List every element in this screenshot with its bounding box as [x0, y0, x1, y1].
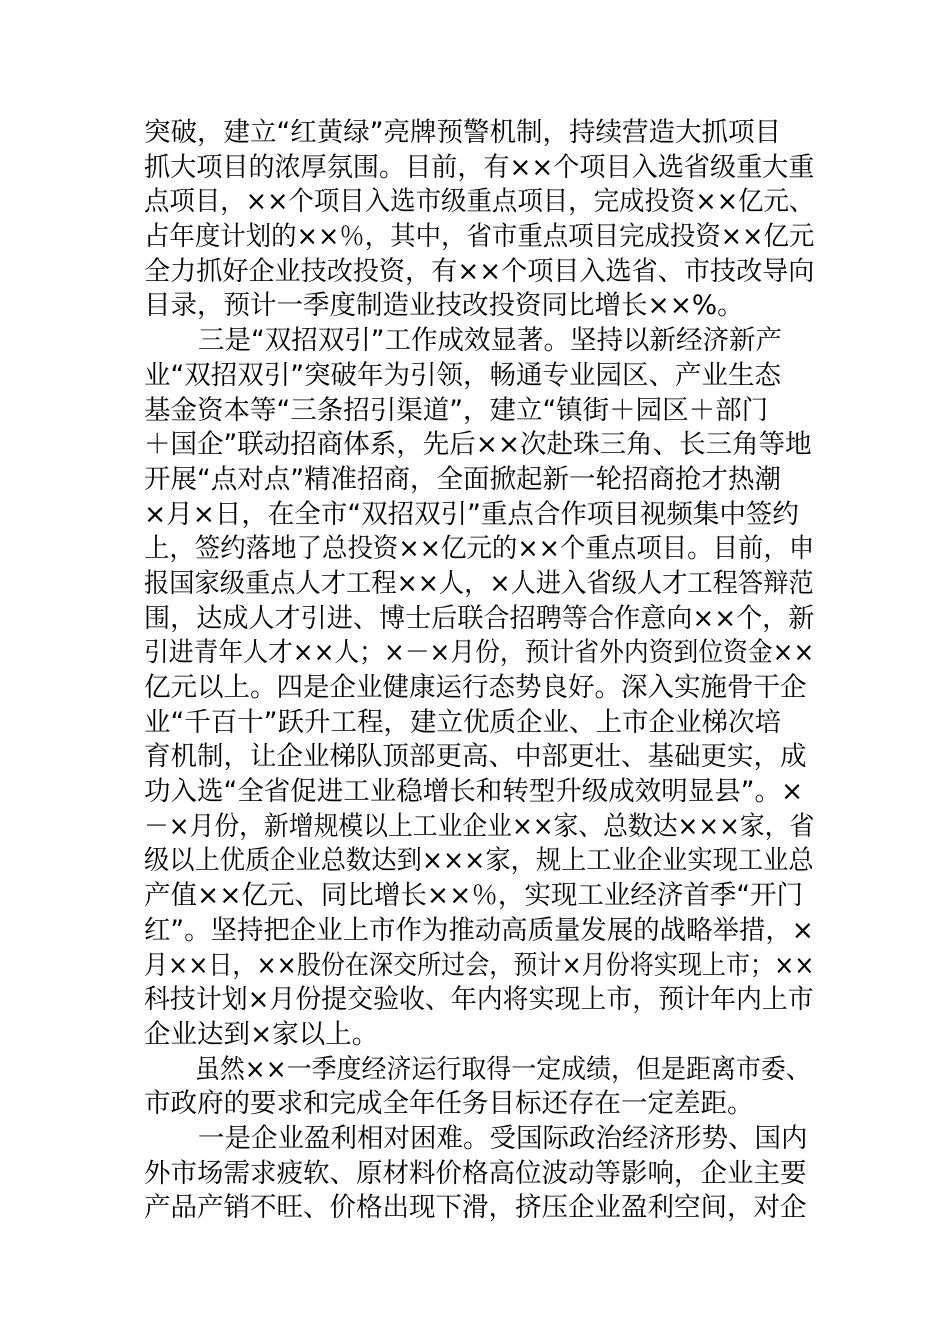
- text-line: 全力抓好企业技改投资，有××个项目入选省、市技改导向: [144, 255, 815, 287]
- text-line: 红”。坚持把企业上市作为推动高质量发展的战略举措，×: [144, 914, 814, 946]
- paragraph-start-line: 虽然××一季度经济运行取得一定成绩，但是距离市委、: [194, 1053, 811, 1085]
- text-line: 突破，建立“红黄绿”亮牌预警机制，持续营造大抓项目: [144, 117, 781, 148]
- text-line: ×月×日，在全市“双招双引”重点合作项目视频集中签约: [144, 498, 799, 530]
- text-line: 企业达到×家以上。: [144, 1018, 379, 1050]
- text-line: 点项目，××个项目入选市级重点项目，完成投资××亿元、: [144, 186, 815, 218]
- text-line: 围，达成人才引进、博士后联合招聘等合作意向××个，新: [144, 602, 815, 634]
- paragraph-start-line: 一是企业盈利相对困难。受国际政治经济形势、国内: [198, 1122, 808, 1154]
- text-line: 报国家级重点人才工程××人，×人进入省级人才工程答辩范: [144, 567, 814, 599]
- text-line: 目录，预计一季度制造业技改投资同比增长××%。: [144, 290, 744, 322]
- text-line: 抓大项目的浓厚氛围。目前，有××个项目入选省级重大重: [144, 151, 815, 183]
- text-line: 业“千百十”跃升工程，建立优质企业、上市企业梯次培: [144, 706, 781, 738]
- text-line: 科技计划×月份提交验收、年内将实现上市，预计年内上市: [144, 984, 814, 1016]
- text-line: ＋国企”联动招商体系，先后××次赴珠三角、长三角等地: [144, 429, 812, 461]
- text-line: 开展“点对点”精准招商，全面掀起新一轮招商抢才热潮: [144, 463, 781, 495]
- document-body: [144, 116, 814, 1226]
- text-line: 上，签约落地了总投资××亿元的××个重点项目。目前，申: [144, 533, 815, 565]
- text-line: －×月份，新增规模以上工业企业××家、总数达×××家，省: [144, 810, 815, 842]
- text-line: 业“双招双引”突破年为引领，畅通专业园区、产业生态: [144, 359, 781, 391]
- text-line: 基金资本等“三条招引渠道”，建立“镇街＋园区＋部门: [144, 394, 769, 426]
- text-line: 功入选“全省促进工业稳增长和转型升级成效明显县”。×: [144, 776, 804, 808]
- text-line: 育机制，让企业梯队顶部更高、中部更壮、基础更实，成: [144, 741, 807, 773]
- text-line: 产值××亿元、同比增长××％，实现工业经济首季“开门: [144, 880, 804, 912]
- text-line: 亿元以上。四是企业健康运行态势良好。深入实施骨干企: [144, 672, 807, 703]
- text-line: 月××日，××股份在深交所过会，预计×月份将实现上市；××: [144, 949, 815, 981]
- text-line: 产品产销不旺、价格出现下滑，挤压企业盈利空间，对企: [144, 1192, 807, 1224]
- text-line: 引进青年人才××人；×－×月份，预计省外内资到位资金××: [144, 637, 815, 669]
- paragraph-start-line: 三是“双招双引”工作成效显著。坚持以新经济新产: [198, 325, 782, 357]
- text-line: 占年度计划的××％，其中，省市重点项目完成投资××亿元: [144, 221, 815, 253]
- text-line: 外市场需求疲软、原材料价格高位波动等影响，企业主要: [144, 1157, 807, 1189]
- text-line: 市政府的要求和完成全年任务目标还存在一定差距。: [144, 1088, 754, 1120]
- text-line: 级以上优质企业总数达到×××家，规上工业企业实现工业总: [144, 845, 814, 877]
